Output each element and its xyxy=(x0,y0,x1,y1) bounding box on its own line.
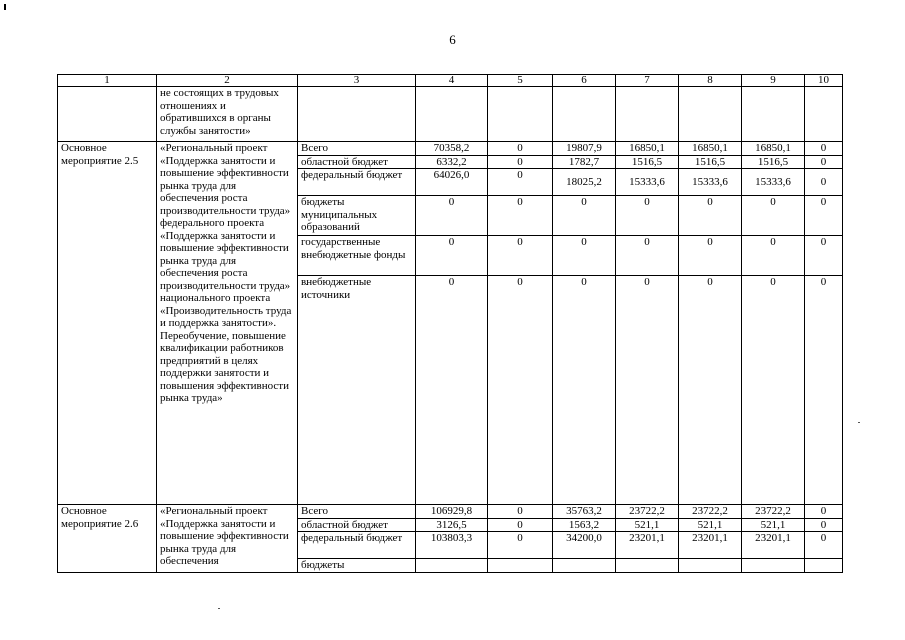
continuation-text: не состоящих в трудовых отношениях и обратившихся в органы службы занятости» xyxy=(157,87,298,142)
header-cell: 9 xyxy=(742,75,805,87)
value-cell: 23201,1 xyxy=(679,532,742,559)
header-cell: 4 xyxy=(416,75,488,87)
value-cell: 0 xyxy=(488,196,553,236)
value-cell: 6332,2 xyxy=(416,155,488,169)
value-cell: 0 xyxy=(805,236,843,276)
value-cell xyxy=(742,559,805,573)
funding-source: федеральный бюджет xyxy=(298,169,416,196)
header-cell: 8 xyxy=(679,75,742,87)
measure-name: Основное мероприятие 2.6 xyxy=(58,505,157,573)
scan-speck xyxy=(858,422,860,423)
table-row xyxy=(58,505,843,519)
value-cell: 0 xyxy=(488,532,553,559)
funding-source: бюджеты xyxy=(298,559,416,573)
value-cell: 70358,2 xyxy=(416,142,488,156)
value-cell: 35763,2 xyxy=(553,505,616,519)
value-cell: 0 xyxy=(679,196,742,236)
scan-mark xyxy=(4,4,6,10)
value-cell: 1782,7 xyxy=(553,155,616,169)
funding-source: бюджеты муниципальных образований xyxy=(298,196,416,236)
value-cell: 0 xyxy=(805,169,843,196)
header-cell: 7 xyxy=(616,75,679,87)
value-cell: 0 xyxy=(742,276,805,505)
value-cell: 0 xyxy=(488,276,553,505)
value-cell: 15333,6 xyxy=(679,169,742,196)
value-cell: 103803,3 xyxy=(416,532,488,559)
header-cell: 5 xyxy=(488,75,553,87)
value-cell: 0 xyxy=(805,142,843,156)
value-cell: 521,1 xyxy=(616,518,679,532)
value-cell: 0 xyxy=(679,236,742,276)
value-cell: 0 xyxy=(805,276,843,505)
value-cell: 0 xyxy=(488,169,553,196)
value-cell: 16850,1 xyxy=(616,142,679,156)
value-cell: 0 xyxy=(488,518,553,532)
header-cell: 3 xyxy=(298,75,416,87)
value-cell: 34200,0 xyxy=(553,532,616,559)
value-cell: 23722,2 xyxy=(742,505,805,519)
funding-source: Всего xyxy=(298,505,416,519)
value-cell: 0 xyxy=(488,505,553,519)
value-cell xyxy=(553,559,616,573)
funding-source: внебюджетные источники xyxy=(298,276,416,505)
value-cell xyxy=(488,559,553,573)
value-cell xyxy=(805,559,843,573)
value-cell: 0 xyxy=(805,505,843,519)
measure-name: Основное мероприятие 2.5 xyxy=(58,142,157,505)
value-cell: 521,1 xyxy=(742,518,805,532)
budget-table xyxy=(57,74,843,573)
funding-source: областной бюджет xyxy=(298,518,416,532)
value-cell: 0 xyxy=(805,196,843,236)
value-cell: 23722,2 xyxy=(616,505,679,519)
funding-source: государственные внебюджетные фонды xyxy=(298,236,416,276)
header-row xyxy=(58,75,843,87)
value-cell: 64026,0 xyxy=(416,169,488,196)
value-cell: 3126,5 xyxy=(416,518,488,532)
value-cell: 19807,9 xyxy=(553,142,616,156)
value-cell: 0 xyxy=(488,155,553,169)
value-cell: 0 xyxy=(553,196,616,236)
header-cell: 1 xyxy=(58,75,157,87)
value-cell: 0 xyxy=(488,142,553,156)
value-cell xyxy=(616,559,679,573)
value-cell: 0 xyxy=(805,518,843,532)
funding-source: Всего xyxy=(298,142,416,156)
value-cell xyxy=(679,559,742,573)
value-cell: 0 xyxy=(416,236,488,276)
value-cell: 0 xyxy=(616,276,679,505)
value-cell: 1516,5 xyxy=(616,155,679,169)
measure-description: «Региональный проект «Поддержка занятости и повышение эффективности рынка труда для обеспечения xyxy=(157,505,298,573)
value-cell: 18025,2 xyxy=(553,169,616,196)
value-cell: 0 xyxy=(553,276,616,505)
value-cell: 0 xyxy=(805,532,843,559)
header-cell: 6 xyxy=(553,75,616,87)
value-cell xyxy=(416,559,488,573)
funding-source: федеральный бюджет xyxy=(298,532,416,559)
header-cell: 10 xyxy=(805,75,843,87)
value-cell: 0 xyxy=(679,276,742,505)
table-row xyxy=(58,142,843,156)
value-cell: 0 xyxy=(742,236,805,276)
value-cell: 16850,1 xyxy=(679,142,742,156)
value-cell: 0 xyxy=(616,236,679,276)
scan-speck xyxy=(218,608,220,609)
value-cell: 0 xyxy=(742,196,805,236)
value-cell: 23722,2 xyxy=(679,505,742,519)
value-cell: 1516,5 xyxy=(679,155,742,169)
funding-source: областной бюджет xyxy=(298,155,416,169)
value-cell: 0 xyxy=(488,236,553,276)
value-cell: 521,1 xyxy=(679,518,742,532)
value-cell: 0 xyxy=(416,196,488,236)
value-cell: 0 xyxy=(616,196,679,236)
value-cell: 106929,8 xyxy=(416,505,488,519)
value-cell: 0 xyxy=(553,236,616,276)
value-cell: 23201,1 xyxy=(742,532,805,559)
value-cell: 16850,1 xyxy=(742,142,805,156)
value-cell: 15333,6 xyxy=(742,169,805,196)
value-cell: 0 xyxy=(805,155,843,169)
value-cell: 1516,5 xyxy=(742,155,805,169)
value-cell: 0 xyxy=(416,276,488,505)
value-cell: 1563,2 xyxy=(553,518,616,532)
continuation-row xyxy=(58,87,843,142)
page-number: 6 xyxy=(449,32,456,47)
value-cell: 15333,6 xyxy=(616,169,679,196)
header-cell: 2 xyxy=(157,75,298,87)
measure-description: «Региональный проект «Поддержка занятости и повышение эффективности рынка труда для обеспечения роста производительности труда» федерального проекта «Поддержка занятости и повышение эффективности рынка труда для обеспечения роста производительности труда» национального проекта «Производительность труда и поддержка занятости». Переобучение, повышение квалификации работников предприятий в целях поддержки занятости и повышения эффективности рынка труда» xyxy=(157,142,298,505)
value-cell: 23201,1 xyxy=(616,532,679,559)
